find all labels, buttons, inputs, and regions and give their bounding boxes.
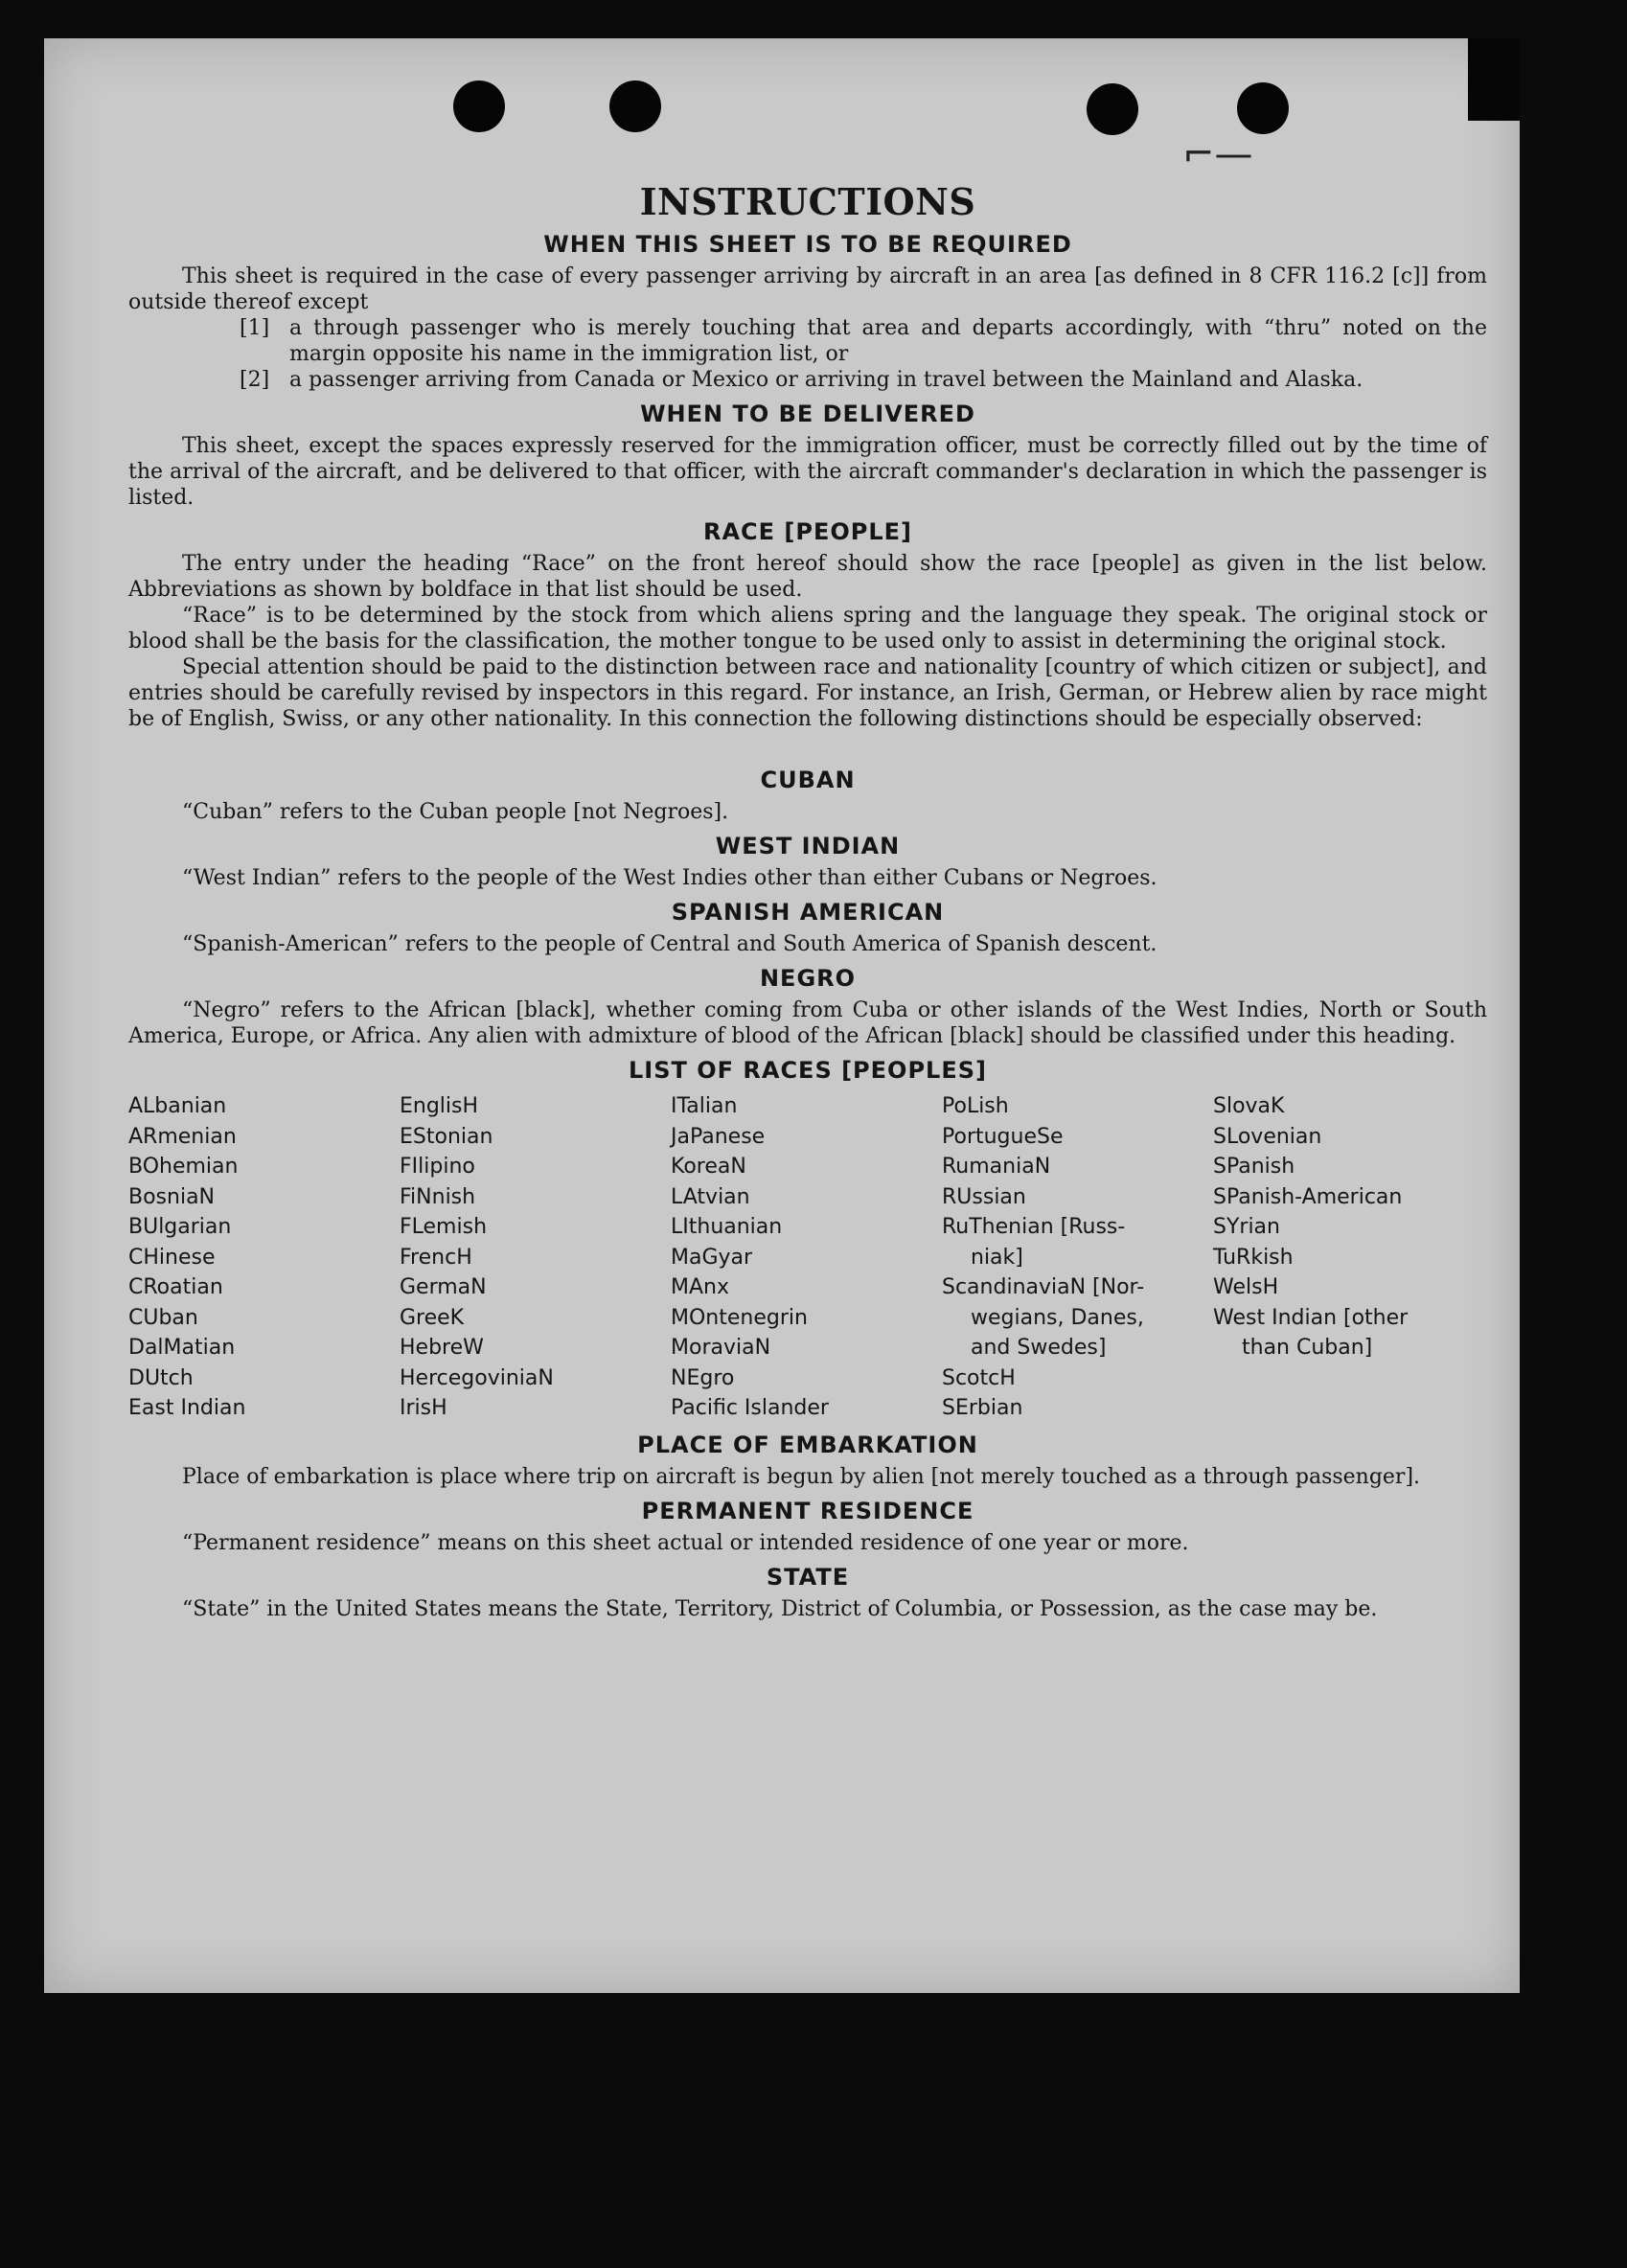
race-entry: CUban [128, 1305, 198, 1330]
race-entry: niak] [971, 1245, 1023, 1270]
item-text: a passenger arriving from Canada or Mexico or arriving in travel between the Mainland and Alaska. [289, 368, 1363, 392]
race-entry: MAnx [671, 1275, 729, 1299]
race-entry: LIthuanian [671, 1215, 783, 1239]
item-number: [2] [240, 368, 270, 392]
race-entry: East Indian [128, 1396, 246, 1420]
race-entry: RumaniaN [942, 1155, 1051, 1179]
list-item [240, 367, 1487, 393]
race-entry: and Swedes] [971, 1336, 1107, 1360]
race-column [128, 1091, 400, 1424]
paragraph: “State” in the United States means the State, Territory, District of Columbia, or Possession, as the case may be. [182, 1596, 1378, 1621]
race-entry: FLemish [400, 1215, 488, 1239]
race-entry: EnglisH [400, 1094, 479, 1118]
race-entry: JaPanese [671, 1124, 766, 1149]
page-title: INSTRUCTIONS [639, 180, 976, 223]
race-column [671, 1091, 942, 1424]
race-entry: wegians, Danes, [971, 1305, 1144, 1330]
race-entry: GermaN [400, 1275, 487, 1299]
paragraph: This sheet, except the spaces expressly reserved for the immigration officer, must be correctly filled out by the time of the arrival of the aircraft, and be delivered to that officer, with the aircraft commander's declaration in which the passenger is listed. [128, 434, 1487, 510]
race-entry: SYrian [1213, 1215, 1280, 1239]
race-entry: RUssian [942, 1184, 1026, 1209]
section-heading: WHEN THIS SHEET IS TO BE REQUIRED [543, 231, 1072, 258]
punch-hole [609, 80, 661, 132]
binder-tab [1468, 38, 1520, 121]
race-entry: DalMatian [128, 1336, 236, 1360]
race-entry: SErbian [942, 1396, 1023, 1420]
race-entry: WelsH [1213, 1275, 1279, 1299]
section-heading: RACE [PEOPLE] [702, 518, 913, 545]
race-entry: ITalian [671, 1094, 738, 1118]
list-item [240, 315, 1487, 367]
race-entry: HebreW [400, 1336, 484, 1360]
race-entry: SlovaK [1213, 1094, 1285, 1118]
pen-mark: ⌐— [1182, 132, 1253, 176]
race-column [1213, 1091, 1487, 1424]
race-entry: CHinese [128, 1245, 216, 1270]
paragraph: Special attention should be paid to the distinction between race and nationality [country of which citizen or subject], and entries should be carefully revised by inspectors in this regard. For instance, an Irish, German, or Hebrew alien by race might be of English, Swiss, or any other nationality. In this connection the following distinctions should be especially observed: [128, 655, 1487, 731]
race-list [128, 1091, 1487, 1424]
race-entry: IrisH [400, 1396, 447, 1420]
race-entry: BUlgarian [128, 1215, 232, 1239]
document-sheet [44, 38, 1520, 1993]
race-column [400, 1091, 671, 1424]
section-heading: WEST INDIAN [715, 833, 901, 859]
race-column [942, 1091, 1213, 1424]
section-heading: LIST OF RACES [PEOPLES] [629, 1057, 987, 1084]
race-entry: than Cuban] [1242, 1336, 1373, 1360]
section-heading: SPANISH AMERICAN [671, 899, 945, 926]
race-entry: West Indian [other [1213, 1305, 1409, 1330]
race-entry: KoreaN [671, 1155, 746, 1179]
race-entry: SPanish [1213, 1155, 1295, 1179]
race-entry: HercegoviniaN [400, 1365, 554, 1390]
race-entry: ScotcH [942, 1365, 1016, 1390]
race-entry: MOntenegrin [671, 1305, 808, 1330]
section-heading: NEGRO [759, 965, 857, 992]
section-heading: PLACE OF EMBARKATION [637, 1431, 978, 1458]
race-entry: RuThenian [Russ- [942, 1215, 1126, 1239]
race-entry: Pacific Islander [671, 1396, 829, 1420]
paragraph: “Spanish-American” refers to the people of Central and South America of Spanish descent. [182, 932, 1157, 956]
race-entry: DUtch [128, 1365, 194, 1390]
paragraph: “Permanent residence” means on this sheet actual or intended residence of one year or more. [182, 1530, 1189, 1555]
race-entry: EStonian [400, 1124, 493, 1149]
paragraph: The entry under the heading “Race” on the front hereof should show the race [people] as given in the list below. Abbreviations as shown by boldface in that list should be used. [128, 552, 1487, 602]
section-heading: WHEN TO BE DELIVERED [640, 401, 975, 427]
paragraph: This sheet is required in the case of every passenger arriving by aircraft in an area [as defined in 8 CFR 116.2 [c]] from outside thereof except [128, 264, 1487, 314]
race-entry: BosniaN [128, 1184, 216, 1209]
race-entry: ScandinaviaN [Nor- [942, 1275, 1145, 1299]
race-entry: PoLish [942, 1094, 1009, 1118]
section-heading: STATE [766, 1563, 850, 1591]
punch-hole [1087, 83, 1138, 135]
race-entry: SPanish-American [1213, 1184, 1403, 1209]
race-entry: BOhemian [128, 1155, 239, 1179]
race-entry: MoraviaN [671, 1336, 771, 1360]
race-entry: NEgro [671, 1365, 735, 1390]
paragraph: “Negro” refers to the African [black], whether coming from Cuba or other islands of the West Indies, North or South America, Europe, or Africa. Any alien with admixture of blood of the African [black] should be classified under this heading. [128, 998, 1487, 1048]
race-entry: LAtvian [671, 1184, 750, 1209]
race-entry: FrencH [400, 1245, 472, 1270]
race-entry: FIlipino [400, 1155, 475, 1179]
paragraph: Place of embarkation is place where trip on aircraft is begun by alien [not merely touched as a through passenger]. [182, 1464, 1421, 1489]
race-entry: CRoatian [128, 1275, 223, 1299]
section-heading: PERMANENT RESIDENCE [641, 1497, 974, 1524]
race-entry: ALbanian [128, 1094, 227, 1118]
paragraph: “Cuban” refers to the Cuban people [not Negroes]. [182, 800, 729, 824]
item-number: [1] [240, 316, 270, 340]
paragraph: “Race” is to be determined by the stock from which aliens spring and the language they speak. The original stock or blood shall be the basis for the classification, the mother tongue to be used only to assist in determining the original stock. [128, 604, 1487, 653]
item-text: a through passenger who is merely touching that area and departs accordingly, with “thru” noted on the margin opposite his name in the immigration list, or [289, 316, 1487, 366]
section-heading: CUBAN [760, 767, 856, 793]
race-entry: MaGyar [671, 1245, 753, 1270]
race-entry: GreeK [400, 1305, 465, 1330]
punch-hole [453, 80, 505, 132]
race-entry: TuRkish [1213, 1245, 1294, 1270]
instructions-body [128, 142, 1487, 1622]
race-entry: SLovenian [1213, 1124, 1322, 1149]
race-entry: ARmenian [128, 1124, 237, 1149]
punch-hole [1237, 82, 1289, 134]
paragraph: “West Indian” refers to the people of the West Indies other than either Cubans or Negroes. [182, 866, 1157, 890]
race-entry: PortugueSe [942, 1124, 1064, 1149]
race-entry: FiNnish [400, 1184, 476, 1209]
